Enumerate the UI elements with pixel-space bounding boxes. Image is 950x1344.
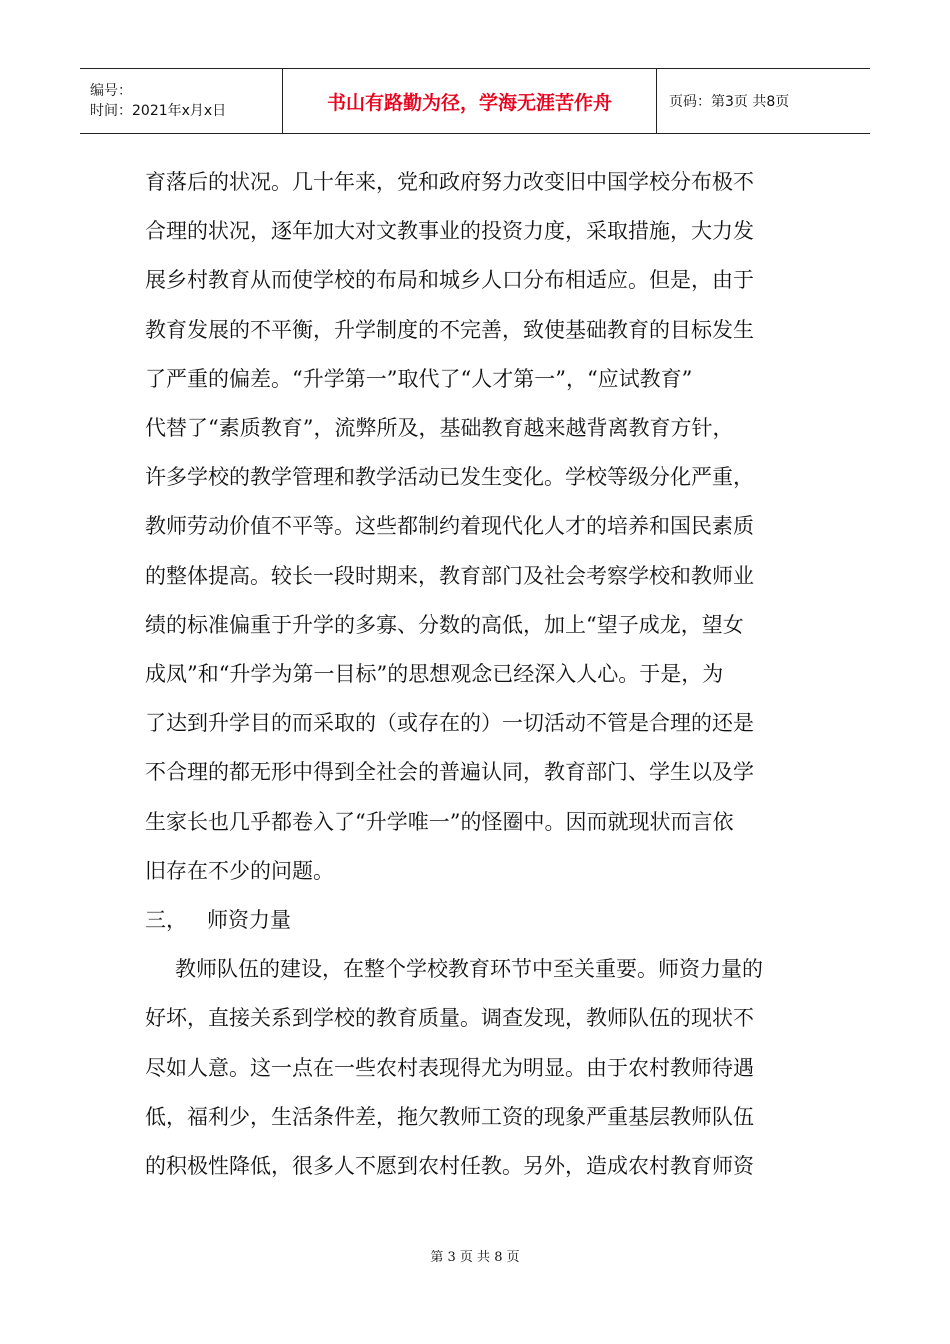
body-line: 不合理的都无形中得到全社会的普遍认同，教育部门、学生以及学: [145, 760, 754, 785]
section-heading: 三， 师资力量: [145, 908, 292, 933]
body-line: 生家长也几乎都卷入了“升学唯一”的怪圈中。因而就现状而言依: [145, 809, 734, 834]
page-header: [80, 68, 870, 134]
document-body: [145, 158, 807, 1191]
body-line: 旧存在不少的问题。: [145, 858, 334, 883]
header-page-info: 页码：第3页 共8页: [669, 94, 790, 110]
body-line: 了严重的偏差。“升学第一”取代了“人才第一”，“应试教育”: [145, 366, 693, 391]
body-line: 合理的状况，逐年加大对文教事业的投资力度，采取措施，大力发: [145, 219, 754, 244]
body-line: 展乡村教育从而使学校的布局和城乡人口分布相适应。但是，由于: [145, 268, 754, 293]
section-line: 教师队伍的建设，在整个学校教育环节中至关重要。师资力量的: [175, 957, 763, 982]
document-time-label: 时间：2021年x月x日: [90, 103, 227, 119]
body-line: 的整体提高。较长一段时期来，教育部门及社会考察学校和教师业: [145, 563, 754, 588]
body-line: 教育发展的不平衡，升学制度的不完善，致使基础教育的目标发生: [145, 317, 754, 342]
section-line: 的积极性降低，很多人不愿到农村任教。另外，造成农村教育师资: [145, 1154, 754, 1179]
section-line: 好坏，直接关系到学校的教育质量。调查发现，教师队伍的现状不: [145, 1006, 754, 1031]
body-line: 许多学校的教学管理和教学活动已发生变化。学校等级分化严重，: [145, 465, 754, 490]
body-line: 代替了“素质教育”，流弊所及，基础教育越来越背离教育方针，: [145, 416, 734, 441]
page-footer: 第 3 页 共 8 页: [430, 1250, 520, 1265]
document-number-label: 编号：: [90, 83, 132, 99]
body-line: 成凤”和“升学为第一目标”的思想观念已经深入人心。于是，为: [145, 662, 724, 687]
body-line: 教师劳动价值不平等。这些都制约着现代化人才的培养和国民素质: [145, 514, 754, 539]
section-line: 尽如人意。这一点在一些农村表现得尤为明显。由于农村教师待遇: [145, 1055, 754, 1080]
header-meta: [80, 69, 283, 133]
body-line: 育落后的状况。几十年来，党和政府努力改变旧中国学校分布极不: [145, 170, 754, 194]
body-line: 绩的标准偏重于升学的多寡、分数的高低，加上“望子成龙，望女: [145, 612, 744, 637]
section-line: 低，福利少，生活条件差，拖欠教师工资的现象严重基层教师队伍: [145, 1104, 754, 1129]
header-motto: 书山有路勤为径，学海无涯苦作舟: [283, 69, 657, 133]
body-line: 了达到升学目的而采取的（或存在的）一切活动不管是合理的还是: [145, 711, 754, 736]
